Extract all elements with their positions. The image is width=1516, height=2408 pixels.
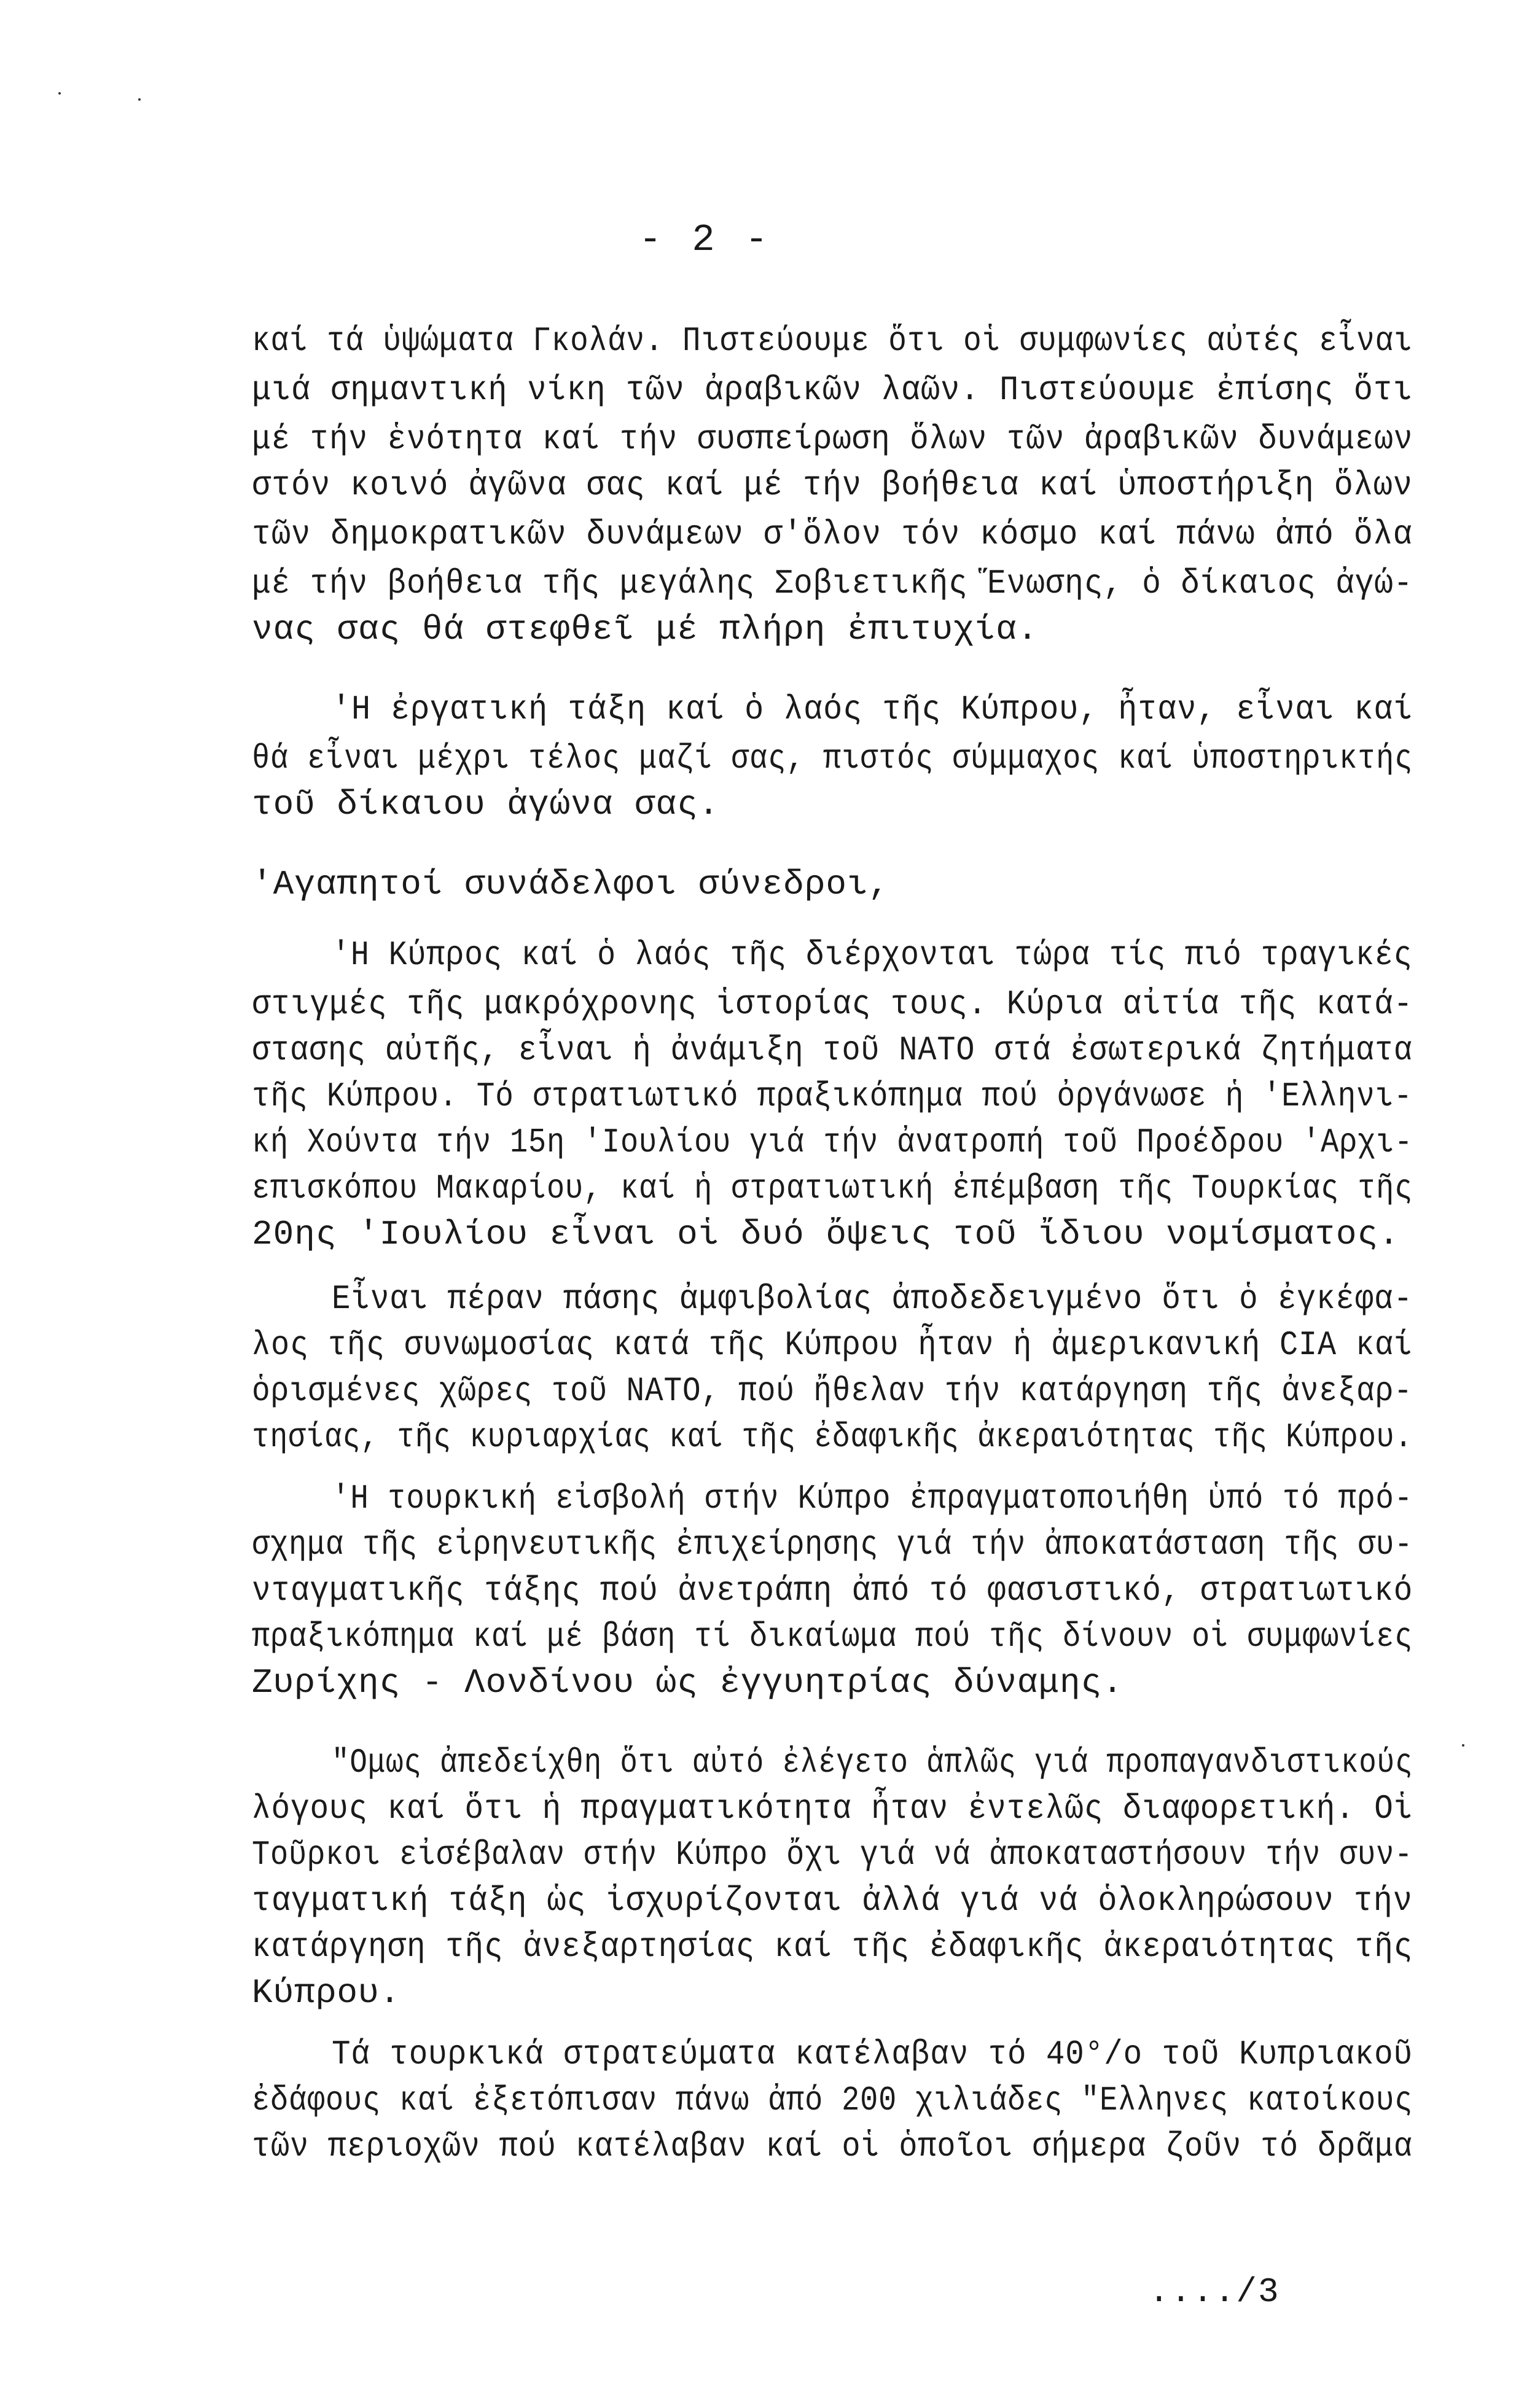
page-number: - 2 -	[639, 218, 772, 262]
scan-speck	[138, 98, 141, 101]
text-line: θά εἶναι μέχρι τέλος μαζί σας, πιστός σύμμαχος καί ὑποστηρικτής	[252, 739, 1413, 778]
text-line: λόγους καί ὅτι ἡ πραγματικότητα ἦταν ἐντελῶς διαφορετική. Οἱ	[252, 1789, 1413, 1828]
text-line: πραξικόπημα καί μέ βάση τί δικαίωμα πού τῆς δίνουν οἱ συμφωνίες	[252, 1617, 1413, 1656]
text-line: μέ τήν ἑνότητα καί τήν συσπείρωση ὅλων τῶν ἀραβικῶν δυνάμεων	[252, 419, 1413, 459]
text-line: στόν κοινό ἀγῶνα σας καί μέ τήν βοήθεια καί ὑποστήριξη ὅλων	[252, 466, 1413, 505]
text-line: Εἶναι πέραν πάσης ἀμφιβολίας ἀποδεδειγμένο ὅτι ὁ ἐγκέφα-	[332, 1279, 1413, 1319]
text-line: κατάργηση τῆς ἀνεξαρτησίας καί τῆς ἐδαφικῆς ἀκεραιότητας τῆς	[252, 1927, 1413, 1966]
text-line: Τοῦρκοι εἰσέβαλαν στήν Κύπρο ὄχι γιά νά ἀποκαταστήσουν τήν συν-	[252, 1835, 1413, 1874]
text-line: σχημα τῆς εἰρηνευτικῆς ἐπιχείρησης γιά τήν ἀποκατάσταση τῆς συ-	[252, 1525, 1413, 1564]
scan-speck	[58, 92, 61, 95]
text-line: καί τά ὑψώματα Γκολάν. Πιστεύουμε ὅτι οἱ συμφωνίες αὐτές εἶναι	[252, 321, 1413, 360]
text-line: μιά σημαντική νίκη τῶν ἀραβικῶν λαῶν. Πιστεύουμε ἐπίσης ὅτι	[252, 370, 1413, 410]
text-line: ταγματική τάξη ὡς ἰσχυρίζονται ἀλλά γιά νά ὁλοκληρώσουν τήν	[252, 1881, 1413, 1920]
continuation-marker: ..../3	[1149, 2272, 1280, 2312]
scan-speck	[1462, 1744, 1464, 1747]
text-line: 20ης 'Ιουλίου εἶναι οἱ δυό ὄψεις τοῦ ἴδιου νομίσματος.	[252, 1215, 1400, 1254]
text-line: στασης αὐτῆς, εἶναι ἡ ἀνάμιξη τοῦ ΝΑΤΟ στά ἐσωτερικά ζητήματα	[252, 1031, 1413, 1070]
text-line: λος τῆς συνωμοσίας κατά τῆς Κύπρου ἦταν ἡ ἀμερικανική CIA καί	[252, 1325, 1413, 1365]
text-line: ἐδάφους καί ἐξετόπισαν πάνω ἀπό 200 χιλιάδες "Ελληνες κατοίκους	[252, 2081, 1413, 2120]
text-line: στιγμές τῆς μακρόχρονης ἱστορίας τους. Κύρια αἰτία τῆς κατά-	[252, 984, 1413, 1024]
text-line: κή Χούντα τήν 15η 'Ιουλίου γιά τήν ἀνατροπή τοῦ Προέδρου 'Αρχι-	[252, 1123, 1413, 1162]
text-line: τοῦ δίκαιου ἀγώνα σας.	[252, 785, 720, 824]
text-line: ὁρισμένες χῶρες τοῦ ΝΑΤΟ, πού ἤθελαν τήν κατάργηση τῆς ἀνεξαρ-	[252, 1371, 1413, 1411]
salutation: 'Αγαπητοί συνάδελφοι σύνεδροι,	[252, 865, 890, 904]
text-line: τῆς Κύπρου. Τό στρατιωτικό πραξικόπημα πού ὀργάνωσε ἡ 'Ελληνι-	[252, 1077, 1413, 1116]
text-line: 'Η Κύπρος καί ὁ λαός τῆς διέρχονται τώρα τίς πιό τραγικές	[332, 935, 1413, 975]
text-line: τῶν δημοκρατικῶν δυνάμεων σ'ὅλον τόν κόσμο καί πάνω ἀπό ὅλα	[252, 515, 1413, 554]
text-line: τησίας, τῆς κυριαρχίας καί τῆς ἐδαφικῆς ἀκεραιότητας τῆς Κύπρου.	[252, 1417, 1413, 1457]
text-line: νας σας θά στεφθεῖ μέ πλήρη ἐπιτυχία.	[252, 610, 1039, 649]
text-line: "Ομως ἀπεδείχθη ὅτι αὐτό ἐλέγετο ἁπλῶς γιά προπαγανδιστικούς	[332, 1743, 1413, 1782]
text-line: 'Η ἐργατική τάξη καί ὁ λαός τῆς Κύπρου, ἦταν, εἶναι καί	[332, 690, 1413, 729]
text-line: Ζυρίχης - Λονδίνου ὡς ἐγγυητρίας δύναμης.	[252, 1663, 1123, 1702]
text-line: Κύπρου.	[252, 1973, 401, 2013]
text-line: Τά τουρκικά στρατεύματα κατέλαβαν τό 40°/ο τοῦ Κυπριακοῦ	[332, 2035, 1413, 2074]
text-line: επισκόπου Μακαρίου, καί ἡ στρατιωτική ἐπέμβαση τῆς Τουρκίας τῆς	[252, 1169, 1413, 1208]
text-line: τῶν περιοχῶν πού κατέλαβαν καί οἱ ὁποῖοι σήμερα ζοῦν τό δρᾶμα	[252, 2127, 1413, 2166]
text-line: νταγματικῆς τάξης πού ἀνετράπη ἀπό τό φασιστικό, στρατιωτικό	[252, 1571, 1413, 1610]
text-line: μέ τήν βοήθεια τῆς μεγάλης Σοβιετικῆς Ἕνωσης, ὁ δίκαιος ἀγώ-	[252, 564, 1413, 603]
text-line: 'Η τουρκική εἰσβολή στήν Κύπρο ἐπραγματοποιήθη ὑπό τό πρό-	[332, 1479, 1413, 1518]
